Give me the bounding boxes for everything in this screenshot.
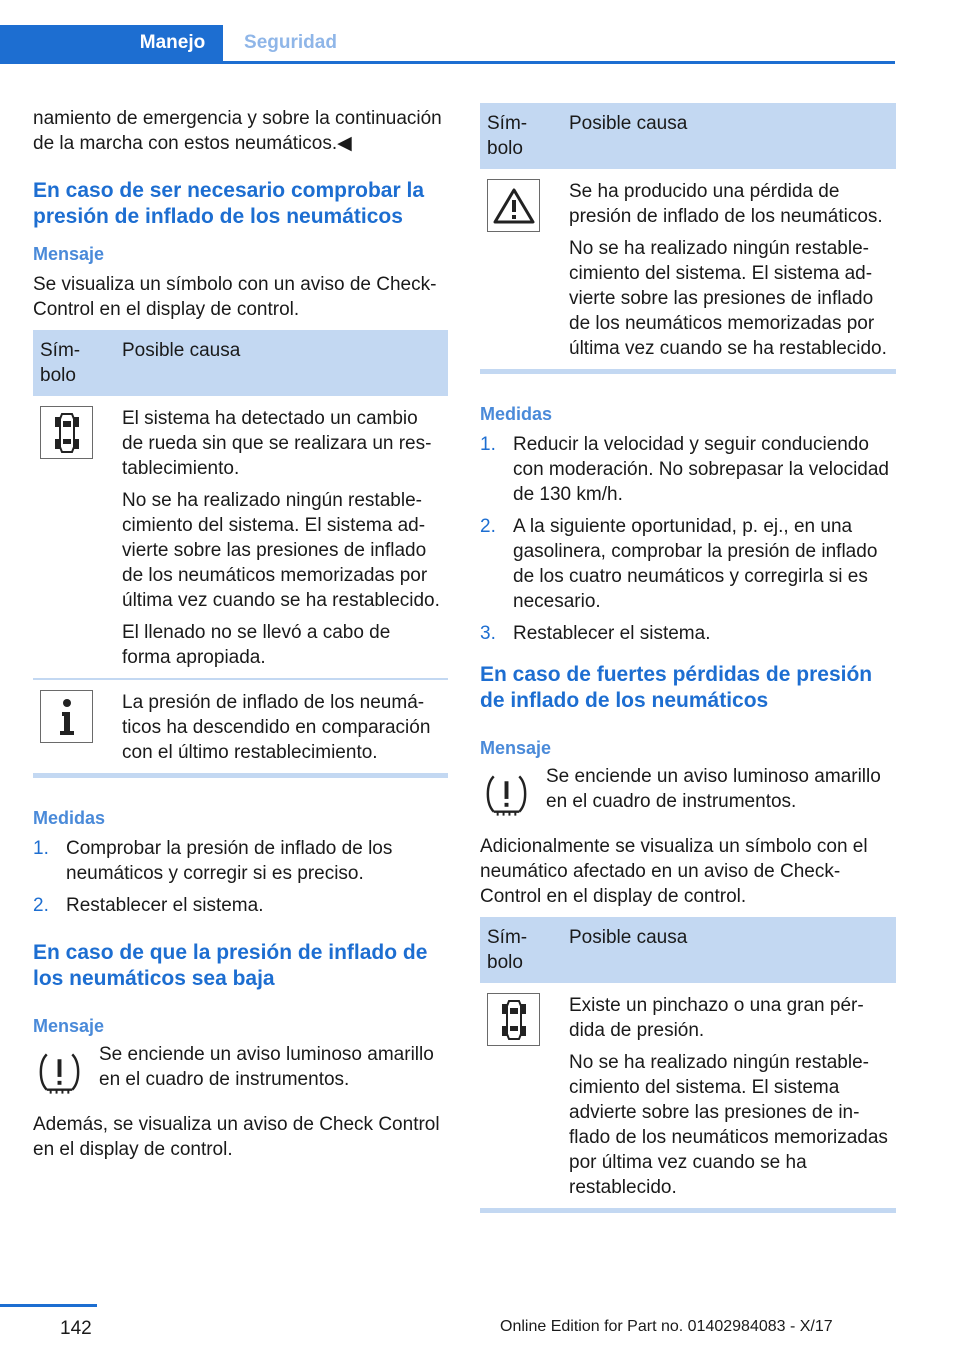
table-row bbox=[480, 169, 896, 372]
list-item: 3. Restablecer el sistema. bbox=[480, 623, 711, 644]
measures-list bbox=[33, 836, 448, 918]
column-header-cause: Posible causa bbox=[115, 330, 448, 396]
lamp-text: Se enciende un aviso luminoso amarillo en el cuadro de instrumentos. bbox=[546, 766, 881, 812]
table-row bbox=[480, 983, 896, 1211]
tire-pressure-warning-icon bbox=[480, 768, 533, 821]
extra-text: Adicionalmente se visualiza un símbolo con el neumático afectado en un aviso de Check-Control en el display de control. bbox=[480, 836, 868, 907]
cause-text: No se ha realizado ningún restablecimiento del sistema. El sistema advierte sobre las presiones de inflado de los neumáticos memorizadas por última vez cuando se ha restablecido. bbox=[569, 1052, 888, 1198]
left-column bbox=[33, 100, 448, 1162]
section-title-strong-loss: En caso de fuertes pérdidas de presión de inflado de los neumáticos bbox=[480, 663, 873, 712]
tire-pressure-warning-icon bbox=[33, 1046, 86, 1099]
symbol-table-2 bbox=[480, 103, 896, 374]
tab-seguridad[interactable]: Seguridad bbox=[244, 32, 337, 53]
warning-lamp-row bbox=[33, 1042, 448, 1099]
table-row bbox=[33, 679, 448, 776]
message-text: Se visualiza un símbolo con un aviso de Check-Control en el display de control. bbox=[33, 274, 437, 320]
column-header-cause: Posible causa bbox=[562, 103, 896, 169]
measures-list bbox=[480, 432, 896, 646]
section-title-low-pressure: En caso de que la presión de inflado de los neumáticos sea baja bbox=[33, 941, 428, 990]
column-header-symbol: Símbolo bbox=[480, 917, 562, 983]
measures-heading: Medidas bbox=[33, 808, 106, 828]
cause-text: No se ha realizado ningún restablecimiento del sistema. El sistema advierte sobre las presiones de inflado de los neumáticos memorizadas por última vez cuando se ha restablecido. bbox=[569, 238, 887, 359]
list-item: 2. A la siguiente oportunidad, p. ej., en una gasolinera, comprobar la presión de inflado de los cuatro neumáticos y corregirla si es necesario. bbox=[480, 516, 878, 612]
warning-triangle-icon bbox=[487, 179, 540, 232]
cause-text: La presión de inflado de los neumáticos ha descendido en comparación con el último restablecimiento. bbox=[122, 692, 431, 763]
tab-bar-accent bbox=[0, 25, 122, 61]
message-heading: Mensaje bbox=[33, 1016, 105, 1036]
tab-manejo[interactable]: Manejo bbox=[122, 25, 223, 61]
right-column bbox=[480, 103, 896, 1213]
chapter-tabs bbox=[0, 25, 895, 64]
section-title-check-pressure: En caso de ser necesario comprobar la presión de inflado de los neumáticos bbox=[33, 179, 425, 228]
table-row bbox=[33, 396, 448, 679]
footer-accent-line bbox=[0, 1304, 97, 1307]
cause-text: El llenado no se llevó a cabo de forma apropiada. bbox=[122, 622, 391, 668]
cause-text: El sistema ha detectado un cambio de rueda sin que se realizara un restablecimiento. bbox=[122, 408, 432, 479]
car-wheels-icon bbox=[40, 406, 93, 459]
symbol-table-1 bbox=[33, 330, 448, 778]
lamp-text: Se enciende un aviso luminoso amarillo en el cuadro de instrumentos. bbox=[99, 1044, 434, 1090]
car-wheels-icon bbox=[487, 993, 540, 1046]
column-header-symbol: Símbolo bbox=[33, 330, 115, 396]
cause-text: Existe un pinchazo o una gran pérdida de presión. bbox=[569, 995, 864, 1041]
message-heading: Mensaje bbox=[480, 738, 552, 758]
message-heading: Mensaje bbox=[33, 244, 105, 264]
list-item: 1. Comprobar la presión de inflado de los neumáticos y corregir si es preciso. bbox=[33, 838, 393, 884]
extra-text: Además, se visualiza un aviso de Check Control en el display de control. bbox=[33, 1114, 440, 1160]
cause-text: Se ha producido una pérdida de presión de inflado de los neumáticos. bbox=[569, 181, 883, 227]
symbol-table-3 bbox=[480, 917, 896, 1213]
list-item: 1. Reducir la velocidad y seguir conduciendo con moderación. No sobrepasar la velocidad de 130 km/h. bbox=[480, 434, 889, 505]
intro-text: namiento de emergencia y sobre la continuación de la marcha con estos neumáticos.◀ bbox=[33, 108, 442, 154]
column-header-symbol: Símbolo bbox=[480, 103, 562, 169]
page-number: 142 bbox=[60, 1318, 92, 1339]
cause-text: No se ha realizado ningún restablecimiento del sistema. El sistema advierte sobre las presiones de inflado de los neumáticos memorizadas por última vez cuando se ha restablecido. bbox=[122, 490, 440, 611]
list-item: 2. Restablecer el sistema. bbox=[33, 895, 264, 916]
measures-heading: Medidas bbox=[480, 404, 553, 424]
column-header-cause: Posible causa bbox=[562, 917, 896, 983]
info-icon bbox=[40, 690, 93, 743]
warning-lamp-row bbox=[480, 764, 896, 821]
edition-text: Online Edition for Part no. 01402984083 - X/17 bbox=[500, 1318, 833, 1335]
